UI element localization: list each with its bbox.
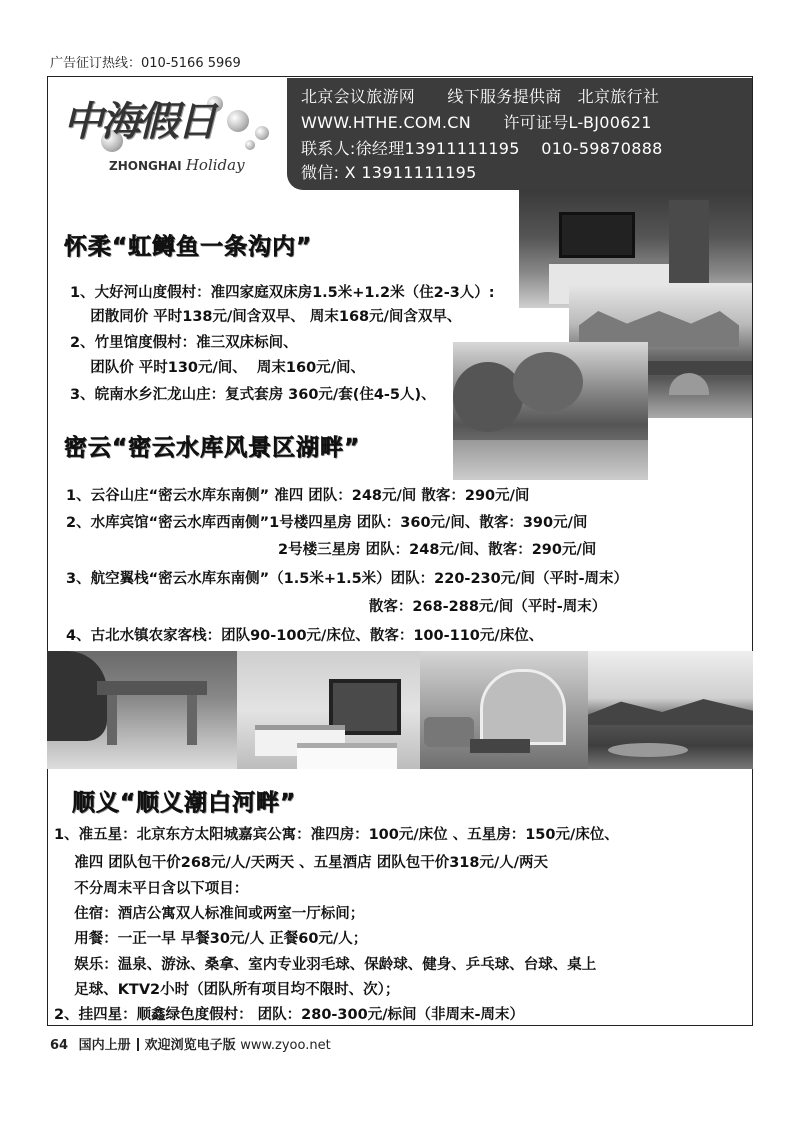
miyun-line: 3、航空翼栈“密云水库东南侧”（1.5米+1.5米）团队：220-230元/间（平时-周末） — [66, 571, 629, 587]
miyun-line: 散客：268-288元/间（平时-周末） — [66, 599, 607, 615]
shunyi-line: 准四 团队包干价268元/人/天两天 、五星酒店 团队包干价318元/人/两天 — [54, 855, 549, 871]
miyun-line: 2、水库宾馆“密云水库西南侧”1号楼四星房 团队：360元/间、散客：390元/间 — [66, 515, 588, 531]
page-number: 64 — [50, 1038, 69, 1053]
footer-label: 欢迎浏览电子版 — [144, 1038, 236, 1053]
ad-hotline: 广告征订热线：010-5166 5969 — [50, 56, 241, 71]
info-line-agency: 北京会议旅游网 线下服务提供商 北京旅行社 — [301, 87, 660, 106]
section-title-huairou: 怀柔“虹鳟鱼一条沟内” — [64, 234, 313, 260]
footer-divider — [137, 1038, 139, 1051]
page-footer — [50, 1034, 331, 1053]
bubble-icon — [245, 140, 255, 150]
miyun-line: 2号楼三星房 团队：248元/间、散客：290元/间 — [66, 542, 597, 558]
logo-chinese-text: 中海假日 — [63, 98, 215, 145]
shunyi-line: 娱乐：温泉、游泳、桑拿、室内专业羽毛球、保龄球、健身、乒乓球、台球、桌上 — [54, 957, 597, 973]
shunyi-line: 1、准五星：北京东方太阳城嘉宾公寓：准四房：100元/床位 、五星房：150元/床位、 — [54, 827, 619, 843]
bubble-icon — [255, 126, 269, 140]
bubble-icon — [227, 110, 249, 132]
footer-url-link[interactable]: www.zyoo.net — [240, 1038, 331, 1053]
info-line-wechat: 微信: X 13911111195 — [301, 163, 477, 182]
info-line-website: WWW.HTHE.COM.CN 许可证号L-BJ00621 — [301, 113, 652, 132]
volume-label: 国内上册 — [78, 1038, 131, 1053]
zhonghai-logo — [49, 78, 285, 190]
section-title-miyun: 密云“密云水库风景区湖畔” — [64, 435, 361, 461]
shunyi-line: 2、挂四星：顺鑫绿色度假村： 团队：280-300元/标间（非周末-周末） — [54, 1007, 525, 1023]
agency-info-box — [287, 78, 752, 190]
huairou-line: 3、皖南水乡汇龙山庄：复式套房 360元/套(住4-5人)、 — [70, 387, 436, 403]
shunyi-line: 不分周末平日含以下项目： — [54, 881, 249, 897]
photo-courtyard-gate — [47, 651, 237, 769]
huairou-line: 团散同价 平时138元/间含双早、 周末168元/间含双早、 — [70, 309, 462, 325]
info-line-contact: 联系人:徐经理13911111195 010-59870888 — [301, 139, 663, 158]
huairou-line: 2、竹里馆度假村：准三双床标间、 — [70, 335, 298, 351]
miyun-line: 1、云谷山庄“密云水库东南侧” 准四 团队：248元/间 散客：290元/间 — [66, 488, 530, 504]
huairou-line: 1、大好河山度假村：准四家庭双床房1.5米+1.2米（住2-3人）: — [70, 285, 495, 301]
huairou-line: 团队价 平时130元/间、 周末160元/间、 — [70, 360, 365, 376]
shunyi-line: 住宿：酒店公寓双人标准间或两室一厅标间； — [54, 906, 365, 922]
shunyi-line: 足球、KTV2小时（团队所有项目均不限时、次）； — [54, 982, 400, 998]
section-title-shunyi: 顺义“顺义潮白河畔” — [72, 790, 297, 816]
photo-garden-pond — [453, 342, 648, 480]
miyun-line: 4、古北水镇农家客栈：团队90-100元/床位、散客：100-110元/床位、 — [66, 628, 544, 644]
photo-reservoir-landscape — [588, 651, 753, 769]
photo-suite-living-room — [420, 651, 588, 769]
logo-en-script: Holiday — [185, 156, 245, 174]
logo-en-word: ZHONGHAI — [109, 159, 182, 173]
photo-twin-room — [237, 651, 420, 769]
logo-english-text — [109, 156, 245, 174]
shunyi-line: 用餐：一正一早 早餐30元/人 正餐60元/人； — [54, 931, 368, 947]
